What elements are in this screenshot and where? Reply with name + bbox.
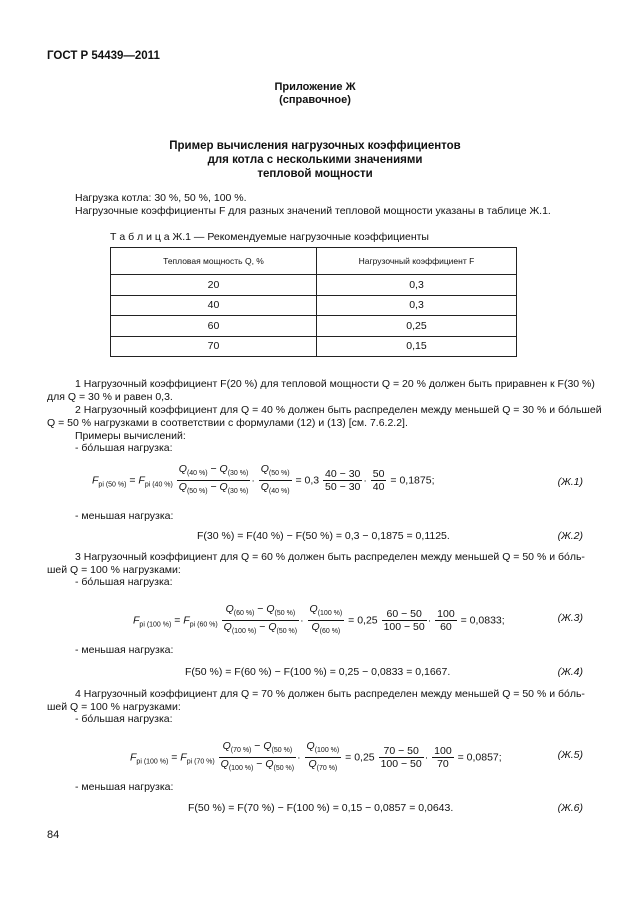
equation-3-number: (Ж.3) (557, 612, 583, 624)
equation-4-number: (Ж.4) (557, 666, 583, 678)
para-2-line-1: 2 Нагрузочный коэффициент для Q = 40 % должен быть распределен между меньшей Q = 30 % и бо́льшей (75, 404, 602, 416)
table-row (111, 295, 517, 316)
small-load-label-2: - меньшая нагрузка: (75, 644, 174, 656)
equation-1: $F_{pi (50 \%)} = F_{pi (40 \%)}$ $\frac{Q_{(40 \%)} - Q_{(30 \%)}}{Q_{(50 \%)} - Q_{(30 \%)}}$ · $\frac{Q_{(50 \%)}}{Q_{(40 \%)}}$ = 0,3 $\frac{40 - 30}{50 - 30}$ · $\frac{50}{40}$ = 0,1875; (92, 463, 435, 496)
para-2-line-3: Примеры вычислений: (75, 430, 186, 442)
table-cell: 60 (111, 316, 317, 337)
equation-6: F(50 %) = F(70 %) − F(100 %) = 0,15 − 0,0857 = 0,0643. (188, 802, 454, 814)
equation-3: $F_{pi (100 \%)} = F_{pi (60 \%)}$ $\frac{Q_{(60 \%)} - Q_{(50 \%)}}{Q_{(100 \%)} - Q_{(50 \%)}}$ · $\frac{Q_{(100 \%)}}{Q_{(60 \%)}}$ = 0,25 $\frac{60 - 50}{100 - 50}$ · $\frac{100}{60}$ = 0,0833; (133, 603, 505, 636)
section-title-line-3: тепловой мощности (257, 168, 373, 180)
coefficients-table (110, 247, 517, 357)
table-caption: Т а б л и ц а Ж.1 — Рекомендуемые нагрузочные коэффициенты (110, 231, 429, 243)
para-4-line-1: 4 Нагрузочный коэффициент для Q = 70 % должен быть распределен между меньшей Q = 50 % и бо́ль- (75, 688, 585, 700)
page-number: 84 (47, 829, 60, 841)
intro-line-1: Нагрузка котла: 30 %, 50 %, 100 %. (75, 192, 247, 204)
table-cell: 0,3 (317, 275, 517, 296)
table-cell: 0,15 (317, 336, 517, 357)
big-load-label-3: - бо́льшая нагрузка: (75, 713, 173, 725)
para-4-line-2: шей Q = 100 % нагрузками: (47, 701, 181, 713)
table-row (111, 316, 517, 337)
section-title-line-2: для котла с несколькими значениями (207, 154, 423, 166)
para-1-line-2: для Q = 30 % и равен 0,3. (47, 391, 173, 403)
equation-2: F(30 %) = F(40 %) − F(50 %) = 0,3 − 0,1875 = 0,1125. (197, 530, 450, 542)
para-3-line-1: 3 Нагрузочный коэффициент для Q = 60 % должен быть распределен между меньшей Q = 50 % и бо́ль- (75, 551, 585, 563)
small-load-label-1: - меньшая нагрузка: (75, 510, 174, 522)
intro-line-2: Нагрузочные коэффициенты F для разных значений тепловой мощности указаны в таблице Ж.1. (75, 205, 551, 217)
annex-title: Приложение Ж (274, 81, 356, 93)
big-load-label-2: - бо́льшая нагрузка: (75, 576, 173, 588)
table-cell: 40 (111, 295, 317, 316)
table-row (111, 336, 517, 357)
equation-4: F(50 %) = F(60 %) − F(100 %) = 0,25 − 0,0833 = 0,1667. (185, 666, 451, 678)
para-3-line-2: шей Q = 100 % нагрузками: (47, 564, 181, 576)
equation-6-number: (Ж.6) (557, 802, 583, 814)
document-header: ГОСТ Р 54439—2011 (47, 50, 160, 62)
para-1-line-1: 1 Нагрузочный коэффициент F(20 %) для тепловой мощности Q = 20 % должен быть приравнен к F(30 %) (75, 378, 595, 390)
table-cell: 20 (111, 275, 317, 296)
table-cell: 0,25 (317, 316, 517, 337)
annex-kind: (справочное) (279, 94, 351, 106)
small-load-label-3: - меньшая нагрузка: (75, 781, 174, 793)
table-row (111, 275, 517, 296)
para-2-line-2: Q = 50 % нагрузками в соответствии с формулами (12) и (13) [см. 7.6.2.2]. (47, 417, 408, 429)
table-cell: 70 (111, 336, 317, 357)
big-load-label-1: - бо́льшая нагрузка: (75, 442, 173, 454)
section-title-line-1: Пример вычисления нагрузочных коэффициентов (169, 140, 461, 152)
equation-2-number: (Ж.2) (557, 530, 583, 542)
table-header-coefficient: Нагрузочный коэффициент F (317, 248, 517, 275)
table-cell: 0,3 (317, 295, 517, 316)
table-header-power: Тепловая мощность Q, % (111, 248, 317, 275)
equation-1-number: (Ж.1) (557, 476, 583, 488)
equation-5-number: (Ж.5) (557, 749, 583, 761)
equation-5: $F_{pi (100 \%)} = F_{pi (70 \%)}$ $\frac{Q_{(70 \%)} - Q_{(50 \%)}}{Q_{(100 \%)} - Q_{(50 \%)}}$ · $\frac{Q_{(100 \%)}}{Q_{(70 \%)}}$ = 0,25 $\frac{70 - 50}{100 - 50}$ · $\frac{100}{70}$ = 0,0857; (130, 740, 502, 773)
